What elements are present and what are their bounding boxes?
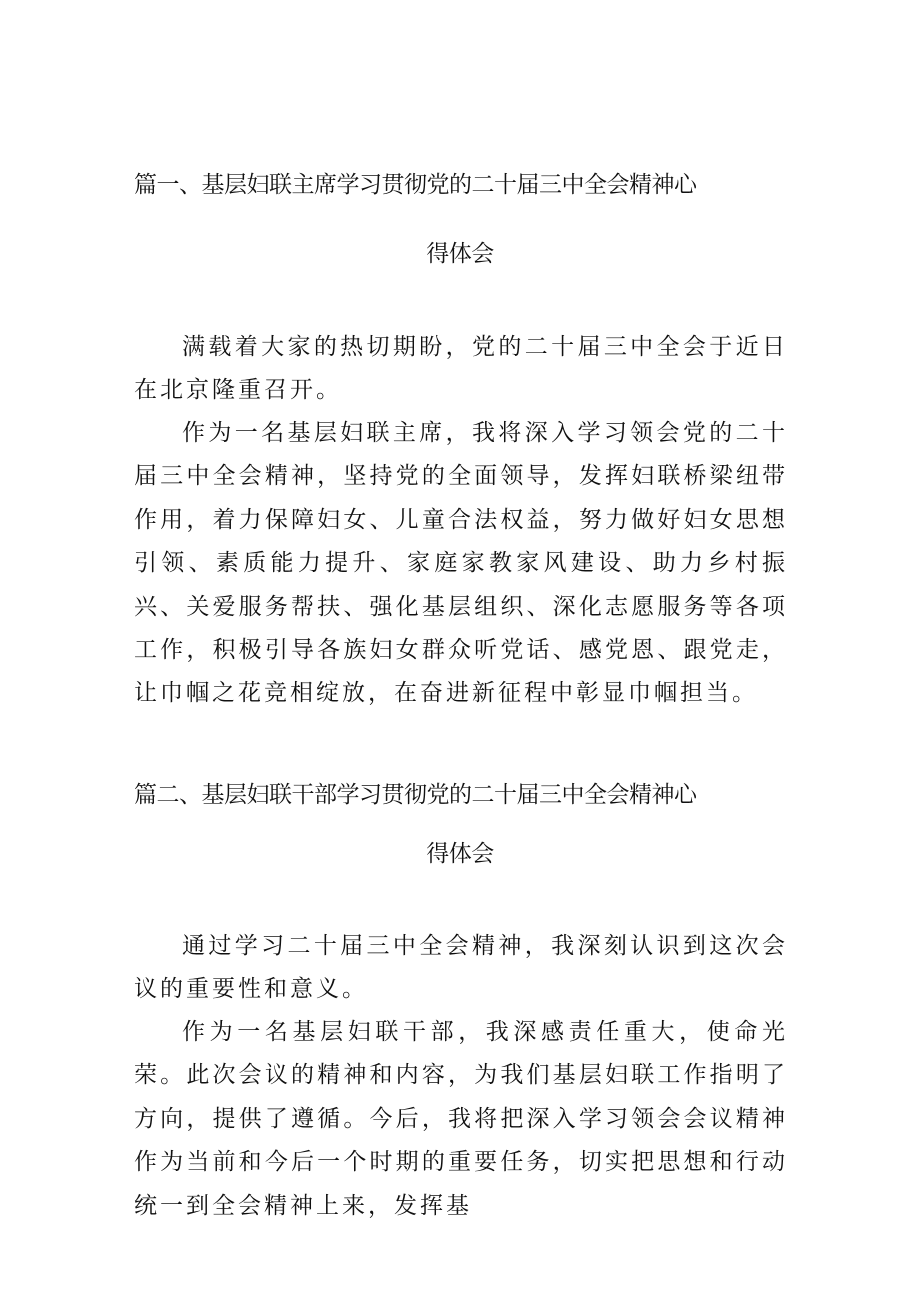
- section-1-paragraph-2: 作为一名基层妇联主席，我将深入学习领会党的二十届三中全会精神，坚持党的全面领导，发挥妇联桥梁纽带作用，着力保障妇女、儿童合法权益，努力做好妇女思想引领、素质能力提升、家庭家教家风建设、助力乡村振兴、关爱服务帮扶、强化基层组织、深化志愿服务等各项工作，积极引导各族妇女群众听党话、感党恩、跟党走，让巾帼之花竞相绽放，在奋进新征程中彰显巾帼担当。: [134, 420, 788, 707]
- section-2-title-line-1: 篇二、基层妇联干部学习贯彻党的二十届三中全会精神心: [134, 782, 697, 808]
- section-2-title-line-2: 得体会: [426, 841, 494, 867]
- section-1-paragraph-1: 满载着大家的热切期盼，党的二十届三中全会于近日在北京隆重召开。: [134, 334, 788, 404]
- section-2-paragraph-1: 通过学习二十届三中全会精神，我深刻认识到这次会议的重要性和意义。: [134, 933, 788, 1003]
- section-1-title-line-2: 得体会: [426, 241, 494, 267]
- section-2-paragraph-2: 作为一名基层妇联干部，我深感责任重大，使命光荣。此次会议的精神和内容，为我们基层妇联工作指明了方向，提供了遵循。今后，我将把深入学习领会会议精神作为当前和今后一个时期的重要任务，切实把思想和行动统一到全会精神上来，发挥基: [134, 1019, 788, 1219]
- section-1-title-line-1: 篇一、基层妇联主席学习贯彻党的二十届三中全会精神心: [134, 172, 697, 198]
